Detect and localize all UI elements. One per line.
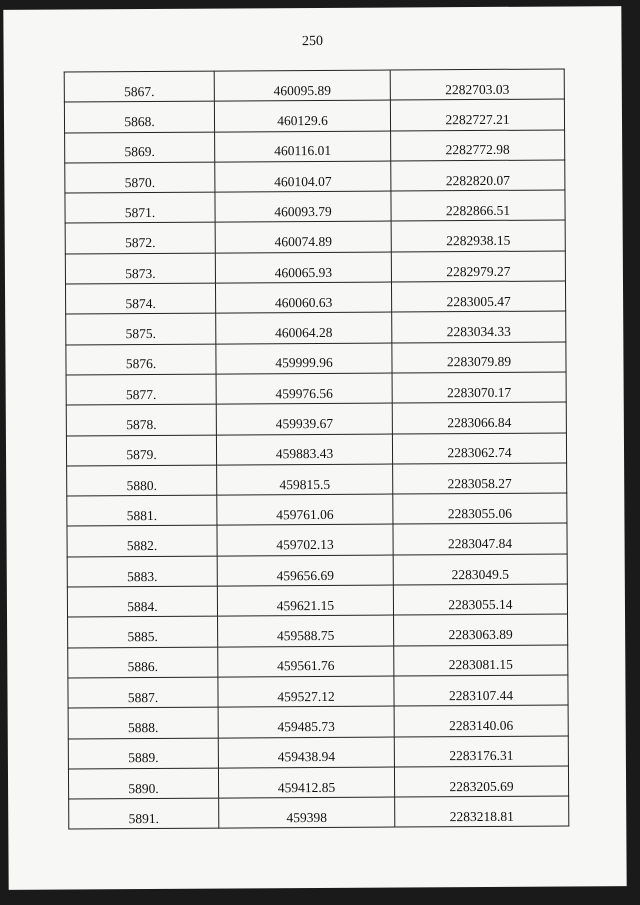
y-coordinate-text: 2283047.84 bbox=[447, 536, 513, 552]
y-coordinate-text: 2283063.89 bbox=[448, 626, 513, 643]
table-row bbox=[65, 220, 565, 253]
point-number-text: 5886. bbox=[127, 659, 159, 675]
x-coordinate-text: 460095.89 bbox=[273, 82, 332, 99]
table-row bbox=[68, 705, 568, 738]
point-number-text: 5875. bbox=[125, 326, 157, 342]
table-row bbox=[68, 766, 568, 799]
y-coordinate-cell bbox=[393, 493, 567, 524]
table-row bbox=[68, 675, 568, 708]
y-coordinate-cell bbox=[390, 69, 564, 100]
point-number-text: 5888. bbox=[127, 719, 159, 736]
table-row bbox=[65, 160, 565, 193]
x-coordinate-cell bbox=[218, 676, 394, 707]
point-number-text: 5876. bbox=[125, 356, 157, 372]
x-coordinate-cell bbox=[214, 100, 390, 131]
y-coordinate-cell bbox=[393, 554, 567, 585]
y-coordinate-text: 2283034.33 bbox=[446, 323, 511, 340]
y-coordinate-text: 2282979.27 bbox=[446, 263, 511, 279]
x-coordinate-cell bbox=[218, 615, 394, 646]
point-number-text: 5878. bbox=[126, 417, 157, 433]
y-coordinate-text: 2283066.84 bbox=[447, 414, 512, 431]
point-number-text: 5870. bbox=[124, 174, 156, 190]
y-coordinate-text: 2283058.27 bbox=[447, 475, 512, 491]
table-row bbox=[65, 281, 565, 314]
point-number-cell bbox=[67, 586, 217, 617]
table-row bbox=[66, 342, 566, 375]
x-coordinate-text: 460065.93 bbox=[274, 264, 333, 280]
point-number-cell bbox=[66, 404, 216, 435]
table-row bbox=[65, 190, 565, 223]
table-row bbox=[66, 311, 566, 344]
x-coordinate-cell bbox=[218, 646, 394, 677]
point-number-cell bbox=[68, 738, 218, 769]
table-row bbox=[67, 523, 567, 556]
y-coordinate-text: 2283176.31 bbox=[449, 748, 514, 764]
point-number-cell bbox=[65, 132, 215, 163]
table-row bbox=[65, 251, 565, 284]
point-number-cell bbox=[69, 798, 219, 829]
point-number-text: 5883. bbox=[127, 568, 158, 584]
x-coordinate-cell bbox=[216, 373, 392, 404]
y-coordinate-text: 2283079.89 bbox=[446, 354, 512, 370]
y-coordinate-text: 2283205.69 bbox=[449, 778, 514, 794]
point-number-text: 5889. bbox=[128, 750, 159, 766]
table-row bbox=[64, 99, 564, 132]
y-coordinate-cell bbox=[391, 130, 565, 161]
y-coordinate-cell bbox=[394, 735, 568, 766]
x-coordinate-text: 459999.96 bbox=[275, 355, 333, 371]
point-number-cell bbox=[68, 768, 218, 799]
point-number-text: 5872. bbox=[125, 235, 156, 251]
point-number-cell bbox=[65, 192, 215, 223]
y-coordinate-text: 2282938.15 bbox=[446, 233, 511, 249]
point-number-text: 5890. bbox=[128, 780, 159, 796]
y-coordinate-text: 2283107.44 bbox=[448, 687, 514, 703]
point-number-text: 5891. bbox=[128, 810, 159, 827]
page-number: 250 bbox=[301, 33, 324, 50]
x-coordinate-text: 459976.56 bbox=[275, 385, 333, 402]
x-coordinate-cell bbox=[218, 737, 394, 768]
point-number-cell bbox=[64, 101, 214, 132]
y-coordinate-cell bbox=[391, 251, 565, 282]
point-number-text: 5882. bbox=[126, 538, 158, 554]
x-coordinate-text: 460064.28 bbox=[275, 325, 333, 341]
coordinates-table bbox=[64, 68, 570, 829]
x-coordinate-text: 459883.43 bbox=[275, 446, 334, 462]
x-coordinate-cell bbox=[216, 434, 392, 465]
x-coordinate-text: 459588.75 bbox=[276, 628, 335, 644]
y-coordinate-cell bbox=[394, 766, 568, 797]
y-coordinate-text: 2283062.74 bbox=[447, 445, 512, 461]
x-coordinate-text: 459398 bbox=[286, 809, 328, 826]
y-coordinate-text: 2282772.98 bbox=[445, 142, 510, 158]
x-coordinate-text: 459438.94 bbox=[277, 749, 336, 765]
point-number-cell bbox=[67, 526, 217, 557]
x-coordinate-cell bbox=[217, 464, 393, 495]
y-coordinate-cell bbox=[394, 705, 568, 736]
x-coordinate-text: 459815.5 bbox=[279, 476, 331, 492]
table-row bbox=[65, 130, 565, 163]
x-coordinate-cell bbox=[215, 191, 391, 222]
y-coordinate-cell bbox=[394, 614, 568, 645]
y-coordinate-text: 2282866.51 bbox=[445, 202, 511, 219]
y-coordinate-cell bbox=[393, 523, 567, 554]
table-row bbox=[66, 372, 566, 405]
y-coordinate-text: 2283140.06 bbox=[449, 717, 514, 734]
table-row bbox=[67, 463, 567, 496]
table-row bbox=[69, 796, 569, 829]
y-coordinate-text: 2283218.81 bbox=[449, 808, 514, 825]
y-coordinate-cell bbox=[391, 190, 565, 221]
x-coordinate-text: 460104.07 bbox=[274, 173, 332, 189]
y-coordinate-text: 2282727.21 bbox=[445, 111, 510, 128]
point-number-cell bbox=[68, 707, 218, 738]
x-coordinate-text: 460093.79 bbox=[274, 203, 332, 220]
y-coordinate-cell bbox=[392, 402, 566, 433]
table-body bbox=[64, 69, 569, 829]
point-number-text: 5877. bbox=[125, 386, 157, 402]
table-row bbox=[64, 69, 564, 102]
y-coordinate-cell bbox=[391, 220, 565, 251]
point-number-cell bbox=[66, 374, 216, 405]
y-coordinate-cell bbox=[392, 311, 566, 342]
point-number-cell bbox=[68, 647, 218, 678]
x-coordinate-cell bbox=[218, 767, 394, 798]
table-row bbox=[67, 584, 567, 617]
x-coordinate-text: 460129.6 bbox=[277, 113, 328, 129]
point-number-cell bbox=[65, 223, 215, 254]
y-coordinate-cell bbox=[390, 99, 564, 130]
y-coordinate-cell bbox=[395, 796, 569, 827]
point-number-text: 5871. bbox=[124, 204, 156, 221]
x-coordinate-text: 459527.12 bbox=[277, 688, 335, 704]
point-number-cell bbox=[66, 435, 216, 466]
y-coordinate-text: 2282703.03 bbox=[445, 81, 510, 97]
y-coordinate-text: 2283070.17 bbox=[447, 384, 512, 400]
table-row bbox=[67, 493, 567, 526]
x-coordinate-text: 459702.13 bbox=[276, 537, 334, 553]
table-row bbox=[67, 554, 567, 587]
x-coordinate-text: 459412.85 bbox=[277, 779, 336, 795]
point-number-text: 5887. bbox=[127, 689, 159, 705]
table-row bbox=[68, 645, 568, 678]
y-coordinate-cell bbox=[391, 281, 565, 312]
y-coordinate-cell bbox=[393, 463, 567, 494]
x-coordinate-text: 459656.69 bbox=[276, 567, 335, 583]
x-coordinate-cell bbox=[216, 403, 392, 434]
point-number-text: 5880. bbox=[126, 477, 157, 493]
point-number-text: 5874. bbox=[125, 295, 156, 312]
table-row bbox=[68, 735, 568, 768]
y-coordinate-text: 2283081.15 bbox=[448, 657, 513, 673]
y-coordinate-cell bbox=[392, 372, 566, 403]
x-coordinate-cell bbox=[217, 494, 393, 525]
document-page bbox=[3, 6, 626, 890]
point-number-cell bbox=[68, 616, 218, 647]
point-number-cell bbox=[65, 162, 215, 193]
point-number-cell bbox=[65, 283, 215, 314]
x-coordinate-text: 459485.73 bbox=[277, 718, 335, 735]
x-coordinate-cell bbox=[217, 555, 393, 586]
point-number-cell bbox=[67, 465, 217, 496]
y-coordinate-cell bbox=[394, 675, 568, 706]
y-coordinate-text: 2283049.5 bbox=[451, 566, 510, 582]
table-row bbox=[66, 402, 566, 435]
point-number-cell bbox=[64, 71, 214, 102]
y-coordinate-text: 2283055.06 bbox=[447, 505, 513, 522]
x-coordinate-cell bbox=[216, 312, 392, 343]
x-coordinate-cell bbox=[214, 70, 390, 101]
x-coordinate-text: 460074.89 bbox=[274, 234, 332, 250]
x-coordinate-text: 460116.01 bbox=[274, 143, 332, 159]
point-number-cell bbox=[67, 495, 217, 526]
point-number-cell bbox=[66, 313, 216, 344]
point-number-cell bbox=[67, 556, 217, 587]
x-coordinate-cell bbox=[215, 222, 391, 253]
x-coordinate-cell bbox=[215, 131, 391, 162]
y-coordinate-cell bbox=[394, 645, 568, 676]
x-coordinate-cell bbox=[215, 161, 391, 192]
point-number-cell bbox=[66, 344, 216, 375]
point-number-text: 5879. bbox=[126, 447, 157, 463]
point-number-cell bbox=[68, 677, 218, 708]
point-number-text: 5873. bbox=[125, 265, 156, 281]
point-number-text: 5867. bbox=[124, 83, 155, 99]
x-coordinate-cell bbox=[219, 797, 395, 828]
y-coordinate-cell bbox=[392, 433, 566, 464]
point-number-text: 5884. bbox=[127, 598, 158, 614]
x-coordinate-text: 459939.67 bbox=[275, 415, 334, 432]
x-coordinate-cell bbox=[215, 252, 391, 283]
table-row bbox=[68, 614, 568, 647]
y-coordinate-text: 2282820.07 bbox=[445, 172, 510, 188]
point-number-text: 5869. bbox=[124, 144, 155, 160]
x-coordinate-text: 460060.63 bbox=[274, 294, 333, 311]
y-coordinate-cell bbox=[392, 342, 566, 373]
x-coordinate-text: 459761.06 bbox=[276, 506, 334, 523]
x-coordinate-cell bbox=[218, 706, 394, 737]
y-coordinate-cell bbox=[393, 584, 567, 615]
table-row bbox=[66, 433, 566, 466]
y-coordinate-cell bbox=[391, 160, 565, 191]
point-number-text: 5868. bbox=[124, 114, 155, 130]
x-coordinate-cell bbox=[215, 282, 391, 313]
y-coordinate-text: 2283055.14 bbox=[448, 596, 513, 613]
point-number-cell bbox=[65, 253, 215, 284]
x-coordinate-cell bbox=[216, 343, 392, 374]
point-number-text: 5881. bbox=[126, 507, 158, 524]
point-number-text: 5885. bbox=[127, 629, 158, 645]
x-coordinate-cell bbox=[217, 585, 393, 616]
y-coordinate-text: 2283005.47 bbox=[446, 293, 511, 310]
x-coordinate-text: 459561.76 bbox=[277, 658, 335, 674]
x-coordinate-cell bbox=[217, 524, 393, 555]
x-coordinate-text: 459621.15 bbox=[276, 597, 335, 614]
